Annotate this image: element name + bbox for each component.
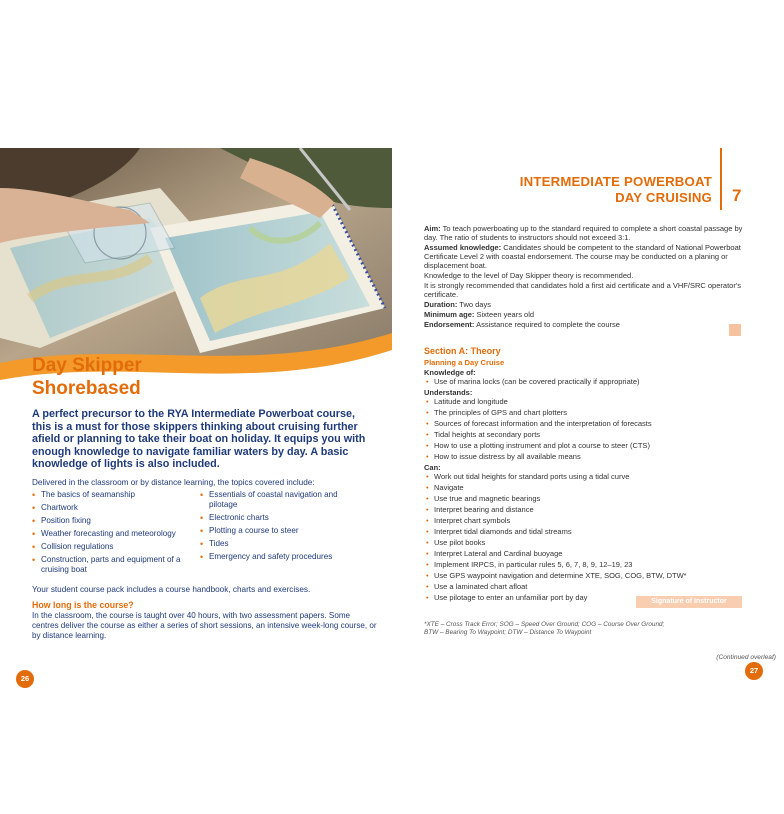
list-item: • Use pilot books xyxy=(424,538,746,547)
list-item: • Position fixing xyxy=(32,516,192,526)
list-item: • Interpret Lateral and Cardinal buoyage xyxy=(424,549,746,558)
section-heading: Section A: Theory xyxy=(424,346,501,356)
how-long-heading: How long is the course? xyxy=(32,600,134,610)
topics-lead: Delivered in the classroom or by distance learning, the topics covered include: xyxy=(32,478,315,487)
knowledge-of-heading: Knowledge of: xyxy=(424,368,476,377)
list-item: • Tides xyxy=(200,539,350,549)
list-item: • How to issue distress by all available means xyxy=(424,452,746,461)
list-item: • Collision regulations xyxy=(32,542,192,552)
title-divider xyxy=(720,148,722,210)
list-item: • Interpret tidal diamonds and tidal streams xyxy=(424,527,746,536)
list-item: • Work out tidal heights for standard ports using a tidal curve xyxy=(424,472,746,481)
list-item: • The principles of GPS and chart plotters xyxy=(424,408,746,417)
list-item: • Weather forecasting and meteorology xyxy=(32,529,192,539)
knowledge-level-text: Knowledge to the level of Day Skipper theory is recommended. xyxy=(424,271,634,281)
recommendation-text: It is strongly recommended that candidates hold a first aid certificate and a VHF/SRC operator's certificate. xyxy=(424,281,741,300)
minimum-age-text: Sixteen years old xyxy=(476,309,535,319)
left-page xyxy=(0,148,392,710)
aim-label: Aim: xyxy=(424,224,441,233)
list-item: • Use GPS waypoint navigation and determine XTE, SOG, COG, BTW, DTW* xyxy=(424,571,746,580)
list-item: • Implement IRPCS, in particular rules 5, 6, 7, 8, 9, 12–19, 23 xyxy=(424,560,746,569)
endorsement-text: Assistance required to complete the course xyxy=(476,319,620,329)
list-item: • Emergency and safety procedures xyxy=(200,552,350,562)
list-item: • Use a laminated chart afloat xyxy=(424,582,746,591)
page-number-left: 26 xyxy=(16,670,34,688)
page-title-line-1: Day Skipper xyxy=(32,355,142,376)
list-item: • Use true and magnetic bearings xyxy=(424,494,746,503)
endorsement-label: Endorsement: xyxy=(424,319,475,329)
list-item: • Interpret bearing and distance xyxy=(424,505,746,514)
list-item: • How to use a plotting instrument and plot a course to steer (CTS) xyxy=(424,441,746,450)
footnote-line-2: BTW – Bearing To Waypoint; DTW – Distance To Waypoint xyxy=(424,629,592,636)
list-item: • The basics of seamanship xyxy=(32,490,192,500)
list-item: • Sources of forecast information and the interpretation of forecasts xyxy=(424,419,746,428)
assumed-knowledge-text: Candidates should be competent to the standard of National Powerboat Certificate Level 2 with coastal endorsement. The course may be conducted on a planing or displacement boat. xyxy=(424,243,741,271)
list-item: • Construction, parts and equipment of a cruising boat xyxy=(32,555,192,576)
page-title xyxy=(32,354,232,400)
section-subheading: Planning a Day Cruise xyxy=(424,358,505,367)
chapter-title-line-2: DAY CRUISING xyxy=(615,189,712,205)
list-item: • Plotting a course to steer xyxy=(200,526,350,536)
list-item: • Electronic charts xyxy=(200,513,350,523)
right-page xyxy=(392,148,784,710)
syllabus xyxy=(424,368,746,604)
chapter-number: 7 xyxy=(732,186,742,205)
intro-paragraph: A perfect precursor to the RYA Intermediate Powerboat course, this is a must for those skippers thinking about cruising further afield or planning to take their boat on holiday. It equips you with enough knowledge to navigate familiar waters by day. A basic knowledge of lights is also included. xyxy=(32,408,366,471)
list-item: • Interpret chart symbols xyxy=(424,516,746,525)
abbreviations-footnote xyxy=(424,621,746,637)
how-long-text: In the classroom, the course is taught over 40 hours, with two assessment papers. Some centres deliver the course as either a series of short sessions, an intensive week-long course, or by distance learning. xyxy=(32,611,377,640)
list-item: • Chartwork xyxy=(32,503,192,513)
topics-column-1 xyxy=(32,490,192,578)
list-item: • Latitude and longitude xyxy=(424,397,746,406)
page-number-right: 27 xyxy=(745,662,763,680)
can-heading: Can: xyxy=(424,463,441,473)
page-title-line-2: Shorebased xyxy=(32,378,141,399)
aim-text: To teach powerboating up to the standard required to complete a short coastal passage by day. The ratio of students to instructors should not exceed 3:1. xyxy=(424,224,743,243)
signature-of-instructor-box: Signature of Instructor xyxy=(636,596,742,608)
duration-label: Duration: xyxy=(424,300,458,309)
course-pack-note: Your student course pack includes a course handbook, charts and exercises. xyxy=(32,585,311,594)
chapter-title xyxy=(520,174,712,205)
list-item: • Tidal heights at secondary ports xyxy=(424,430,746,439)
minimum-age-label: Minimum age: xyxy=(424,309,475,319)
continued-note: (Continued overleaf) xyxy=(716,654,776,661)
list-item: • Use of marina locks (can be covered practically if appropriate) xyxy=(424,377,746,386)
understands-heading: Understands: xyxy=(424,388,473,398)
duration-text: Two days xyxy=(459,300,491,309)
topics-column-2 xyxy=(200,490,350,565)
assumed-knowledge-label: Assumed knowledge: xyxy=(424,243,502,252)
list-item: • Use pilotage to enter an unfamiliar port by day xyxy=(424,593,746,602)
course-details xyxy=(424,224,746,329)
list-item: • Essentials of coastal navigation and pilotage xyxy=(200,490,350,511)
chapter-title-line-1: INTERMEDIATE POWERBOAT xyxy=(519,174,712,189)
list-item: • Navigate xyxy=(424,483,746,492)
book-spread xyxy=(0,148,784,710)
footnote-line-1: *XTE – Cross Track Error; SOG – Speed Over Ground; COG – Course Over Ground; xyxy=(424,621,665,628)
